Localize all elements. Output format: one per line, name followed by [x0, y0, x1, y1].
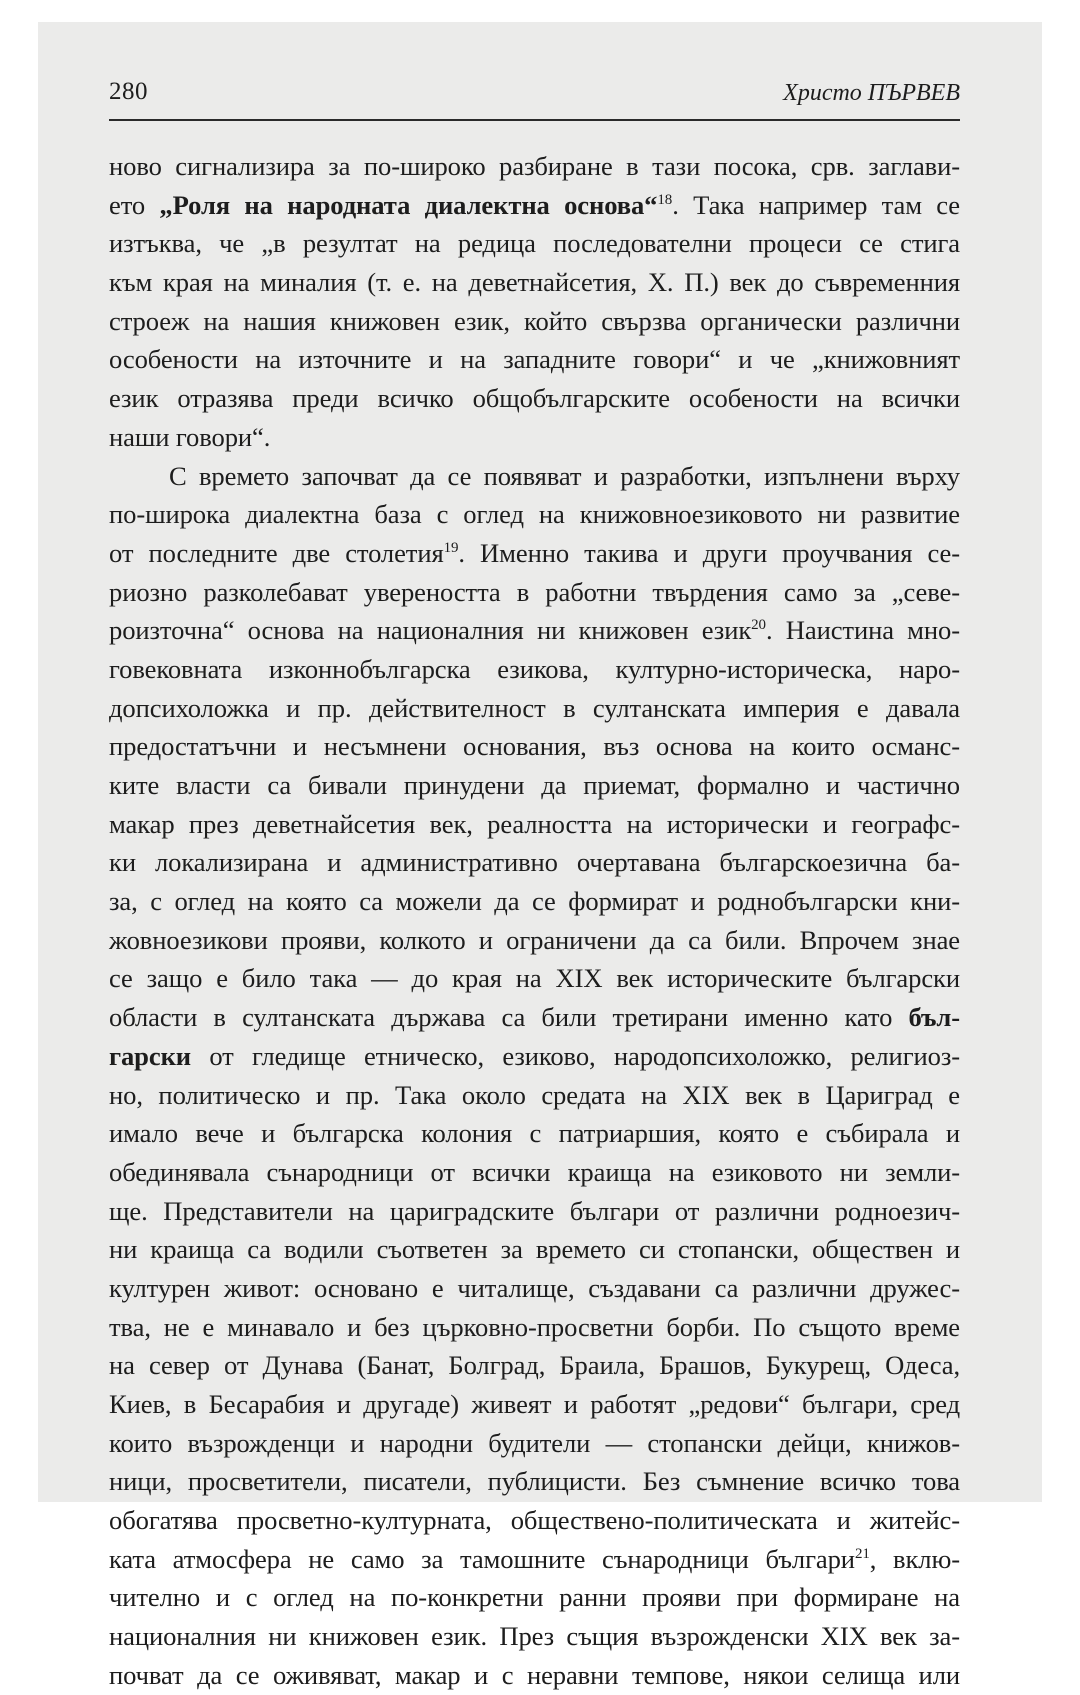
line-text: ници, просветители, писатели, публицисти. Без съмнение всичко това	[109, 1466, 960, 1497]
line-text: роизточна“ основа на националния ни книжовен език	[109, 615, 752, 646]
line-text: обогатява просветно-културната, обществено-политическата и житейс-	[109, 1505, 960, 1536]
text-line	[109, 727, 960, 766]
text-line	[109, 1230, 960, 1269]
line-text: чително и с оглед на по-конкретни ранни прояви при формиране на	[109, 1582, 960, 1613]
line-text: особености на източните и на западните говори“ и че „книжовният	[109, 344, 960, 375]
text-line	[109, 1037, 960, 1076]
line-text: строеж на нашия книжовен език, който свързва органически различни	[109, 305, 960, 336]
text-line	[109, 495, 960, 534]
text-line	[109, 302, 960, 341]
line-text: на север от Дунава (Банат, Болград, Браила, Брашов, Букурещ, Одеса,	[109, 1350, 960, 1381]
text-line	[109, 1385, 960, 1424]
page-header	[109, 75, 960, 121]
footnote-marker: 20	[751, 617, 766, 634]
footnote-marker: 21	[854, 1545, 870, 1562]
text-line	[109, 843, 960, 882]
line-text: изтъква, че „в резултат на редица последователни процеси се стига	[109, 228, 960, 259]
text-line	[109, 766, 960, 805]
text-line	[109, 457, 960, 496]
text-line	[109, 534, 960, 573]
line-text: . Наистина мно-	[765, 615, 960, 646]
line-text: по-широка диалектна база с оглед на книжовноезиковото ни развитие	[109, 499, 960, 530]
line-text: имало вече и българска колония с патриаршия, която е събирала и	[109, 1118, 960, 1149]
line-text: тва, не е минавало и без църковно-просветни борби. По същото време	[109, 1311, 960, 1342]
line-text: макар през деветнайсетия век, реалността на исторически и географс-	[109, 808, 960, 839]
footnote-marker: 19	[443, 540, 459, 557]
text-line	[109, 1462, 960, 1501]
text-line	[109, 1114, 960, 1153]
bold-text: „Роля на народната диалектна основа“	[159, 189, 658, 220]
text-line	[109, 1076, 960, 1115]
bold-text: бъл-	[908, 1002, 960, 1033]
line-text: културен живот: основано е читалище, създавани са различни дружес-	[109, 1272, 960, 1303]
line-text: за, с оглед на която са можели да се формират и роднобългарски кни-	[109, 886, 960, 917]
line-text: предостатъчни и несъмнени основания, въз основа на които османс-	[109, 731, 960, 762]
line-text: ни краища са водили съответен за времето си стопански, обществен и	[109, 1234, 960, 1265]
text-line	[109, 1153, 960, 1192]
text-line	[109, 224, 960, 263]
text-line	[109, 1424, 960, 1463]
line-text: обединявала сънародници от всички краища на езиковото ни земли-	[109, 1156, 960, 1187]
line-text: но, политическо и пр. Така около средата на XIX век в Цариград е	[109, 1079, 960, 1110]
text-line	[109, 998, 960, 1037]
line-text: С времето започват да се появяват и разработки, изпълнени върху	[169, 460, 960, 491]
text-line	[109, 959, 960, 998]
line-text: жовноезикови прояви, колкото и ограничени да са били. Впрочем знае	[109, 924, 960, 955]
line-text: наши говори“.	[109, 421, 271, 452]
line-text: език отразява преди всичко общобългарските особености на всички	[109, 383, 960, 414]
line-text: ново сигнализира за по-широко разбиране в тази посока, срв. заглави-	[109, 151, 960, 181]
bold-text: гарски	[109, 1040, 192, 1071]
line-text: ще. Представители на цариградските българи от различни родноезич-	[109, 1195, 960, 1226]
text-line	[109, 1192, 960, 1231]
page-number: 280	[109, 78, 148, 105]
line-text: ки локализирана и административно очертавана българскоезична ба-	[109, 847, 960, 878]
line-text: националния ни книжовен език. През същия възрожденски XIX век за-	[109, 1621, 960, 1652]
text-line	[109, 882, 960, 921]
text-line	[109, 1578, 960, 1617]
line-text: риозно разколебават увереността в работни твърдения само за „севе-	[109, 576, 960, 607]
text-line	[109, 921, 960, 960]
text-line	[109, 1540, 960, 1579]
text-line	[109, 186, 960, 225]
running-head: Христо ПЪРВЕВ	[783, 80, 960, 106]
text-line	[109, 1501, 960, 1540]
line-text: от гледище етническо, езиково, народопсихоложко, религиоз-	[191, 1040, 960, 1071]
line-text: от последните две столетия	[109, 537, 444, 568]
line-text: . Именно такива и други проучвания се-	[458, 537, 961, 568]
line-text: почват да се оживяват, макар и с неравни темпове, някои селища или	[109, 1659, 960, 1690]
line-text: . Така например там се	[672, 189, 960, 220]
line-text: ките власти са бивали принудени да приемат, формално и частично	[109, 770, 960, 800]
text-line	[109, 650, 960, 689]
text-line	[109, 418, 960, 457]
text-line	[109, 611, 960, 650]
body-text	[109, 147, 960, 1695]
text-line	[109, 573, 960, 612]
text-line	[109, 1617, 960, 1656]
line-text: допсихоложка и пр. действителност в султанската империя е давала	[109, 692, 960, 723]
line-text: говековната изконнобългарска езикова, културно-историческа, наро-	[109, 653, 960, 684]
line-text: ето	[109, 189, 160, 220]
text-line	[109, 379, 960, 418]
line-text: се защо е било така — до края на XIX век историческите български	[109, 963, 960, 994]
text-line	[109, 1346, 960, 1385]
text-line	[109, 147, 960, 186]
line-text: към края на миналия (т. е. на деветнайсетия, Х. П.) век до съвременния	[109, 267, 960, 298]
text-line	[109, 263, 960, 302]
text-line	[109, 689, 960, 728]
line-text: ката атмосфера не само за тамошните сънародници българи	[109, 1543, 855, 1574]
line-text: , вклю-	[869, 1543, 960, 1574]
line-text: Киев, в Бесарабия и другаде) живеят и работят „редови“ българи, сред	[109, 1389, 960, 1419]
text-line	[109, 805, 960, 844]
text-line	[109, 340, 960, 379]
footnote-marker: 18	[657, 191, 673, 208]
text-line	[109, 1269, 960, 1308]
text-line	[109, 1656, 960, 1695]
line-text: области в султанската държава са били третирани именно като	[109, 1002, 909, 1033]
line-text: които възрожденци и народни будители — стопански дейци, книжов-	[109, 1427, 960, 1458]
text-line	[109, 1308, 960, 1347]
